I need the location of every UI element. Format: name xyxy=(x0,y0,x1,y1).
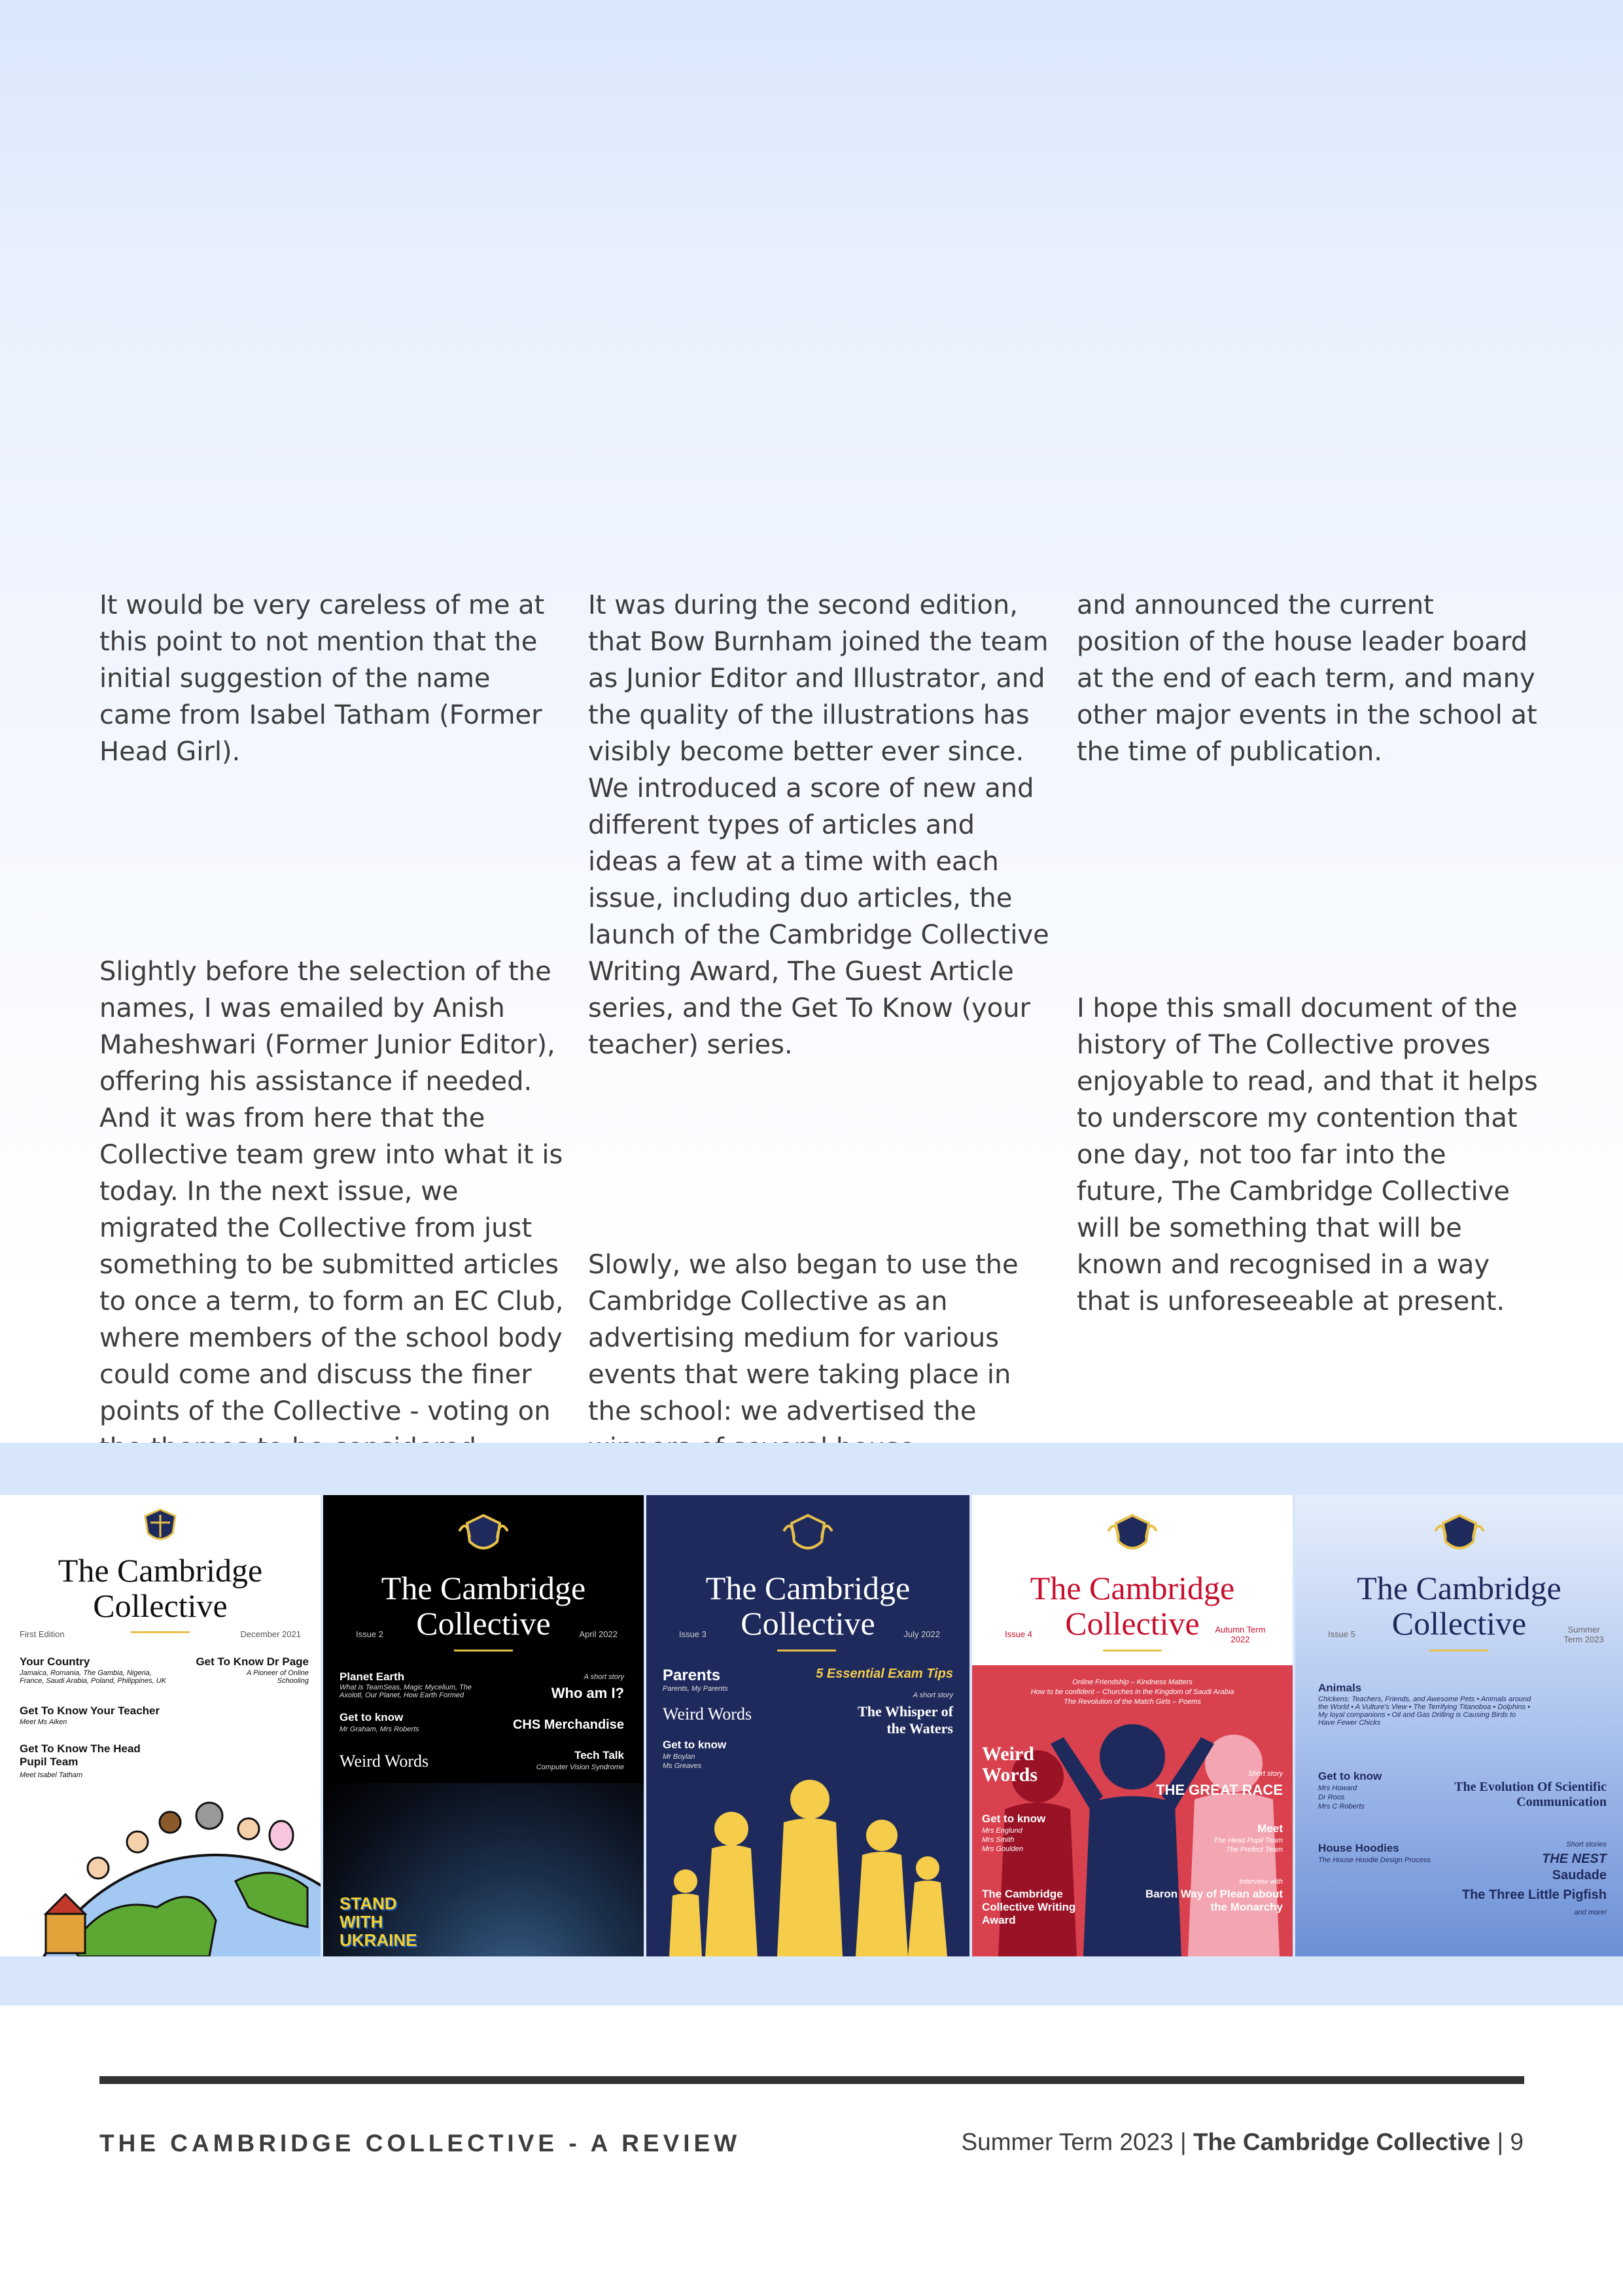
cover-item: Saudade xyxy=(1552,1868,1607,1882)
cover-sub: Dr Roos xyxy=(1318,1793,1345,1801)
paragraph: and announced the current position of the house leader board at the end of each term, and many other major events in the school at the time of publication. xyxy=(1077,590,1546,767)
text-column-3 xyxy=(1077,514,1546,1356)
cover-sub: Mrs Englund xyxy=(982,1827,1022,1835)
cover-sub: Parents, My Parents xyxy=(663,1685,728,1693)
cover-item: Get To Know The Head Pupil Team xyxy=(20,1742,141,1768)
cover-item: Your Country xyxy=(20,1655,90,1668)
cover-item: Get to know xyxy=(340,1711,404,1723)
cover-item: House Hoodies xyxy=(1318,1842,1399,1854)
cover-title: The Cambridge Collective xyxy=(58,1552,263,1624)
cover-date: Summer Term 2023 xyxy=(1563,1625,1604,1644)
cover-item: Planet Earth xyxy=(340,1670,405,1683)
cover-item: Get to know xyxy=(982,1812,1046,1825)
cover-item: Get to know xyxy=(663,1739,727,1751)
cover-item: Weird Words xyxy=(340,1752,429,1771)
cover-sub: A short story xyxy=(913,1691,953,1699)
cover-item: 5 Essential Exam Tips xyxy=(816,1667,953,1681)
paragraph: It was during the second edition, that Bow Burnham joined the team as Junior Editor and Illustrator, and the quality of the illustrations has visibly become better ever since. We introduced a score of new and different types of articles and ideas a few at a time with each issue, including duo articles, the launch of the Cambridge Collective Writing Award, The Guest Article series, and the Get To Know (your teacher) series. xyxy=(588,590,1058,1060)
cover-red-panel xyxy=(972,1665,1293,1956)
cover-sub: Ms Greaves xyxy=(663,1762,702,1770)
paragraph: Slowly, we also began to use the Cambridge Collective as an advertising medium for various events that were taking place in the school: we advertised the xyxy=(588,1250,1019,1426)
paragraph: Slightly before the selection of the names, I was emailed by Anish Maheshwari (Former Junior Editor), offering his assistance if needed. And it was from here that the Collective team grew into what it is today. In the next issue, we migrated the Collective from just something to be submitted articles to once a term, to form an EC Club, where members of the school body could come and discuss the finer points of the Collective - voting on xyxy=(99,957,564,1426)
cover-date: December 2021 xyxy=(240,1629,301,1639)
cover-sub: Meet Ms Aiken xyxy=(20,1718,67,1726)
cover-item: THE GREAT RACE xyxy=(1156,1782,1283,1798)
paragraph: It would be very careless of me at this point to not mention that the initial suggestion of the name came from Isabel Tatham (Former Head Girl). xyxy=(99,590,553,767)
cover-title: The Cambridge Collective xyxy=(1030,1570,1235,1642)
cover-item: The Evolution Of Scientific Communication xyxy=(1454,1780,1607,1809)
family-silhouette-illustration xyxy=(646,1770,969,1956)
cover-edition: Issue 4 xyxy=(1005,1629,1032,1639)
cover-sub: Mrs C Roberts xyxy=(1318,1803,1365,1810)
cover-issue-5 xyxy=(1295,1495,1623,1956)
cover-title: The Cambridge Collective xyxy=(705,1570,911,1642)
cover-sub: Mr Boylan xyxy=(663,1753,695,1761)
cover-item: Who am I? xyxy=(551,1685,624,1701)
cover-item: Weird Words xyxy=(663,1704,752,1723)
cover-item: Tech Talk xyxy=(574,1749,624,1761)
cover-sub: Online Friendship – Kindness Matters xyxy=(1072,1678,1193,1686)
cover-item: The Three Little Pigfish xyxy=(1461,1888,1607,1902)
crest-icon xyxy=(1430,1511,1489,1557)
cover-item: Get to know xyxy=(1318,1770,1382,1782)
cover-issue-2 xyxy=(323,1495,644,1956)
cover-item: Meet xyxy=(1257,1822,1283,1835)
cover-edition: Issue 5 xyxy=(1328,1629,1355,1639)
cover-date: July 2022 xyxy=(903,1629,940,1639)
crest-icon xyxy=(137,1507,183,1546)
cover-sub: How to be confident – Churches in the Kingdom of Saudi Arabia xyxy=(1030,1688,1234,1696)
paragraph: I hope this small document of the history of The Collective proves enjoyable to read, and that it helps to underscore my contention that one day, not too far into the future, The Cambridge Collective will be something that will be known and recognised in a way that is unforeseeable at present. xyxy=(1077,993,1546,1316)
earth-illustration xyxy=(0,1776,321,1956)
cover-sub: What is TeamSeas, Magic Mycelium, The Axolotl, Our Planet, How Earth Formed xyxy=(340,1684,472,1699)
covers-strip xyxy=(0,1495,1623,1956)
cover-sub: The Head Pupil Team xyxy=(1213,1837,1283,1845)
cover-sub: and more! xyxy=(1574,1909,1607,1916)
cover-title: The Cambridge Collective xyxy=(381,1570,586,1642)
footer-rule xyxy=(99,2076,1524,2084)
cover-item: Animals xyxy=(1318,1682,1362,1694)
cover-sub: A Pioneer of Online Schooling xyxy=(247,1669,309,1685)
cover-sub: Computer Vision Syndrome xyxy=(536,1763,624,1771)
cover-edition: Issue 3 xyxy=(679,1629,707,1639)
cover-first-edition xyxy=(0,1495,321,1956)
cover-issue-3 xyxy=(646,1495,969,1956)
cover-item: Get To Know Dr Page xyxy=(196,1655,309,1668)
cover-date: Autumn Term 2022 xyxy=(1215,1625,1266,1644)
cover-sub: The Prefect Team xyxy=(1225,1846,1283,1854)
cover-sub: Mrs Smith xyxy=(982,1836,1015,1844)
cover-sub: Jamaica, Romania, The Gambia, Nigeria, France, Saudi Arabia, Poland, Philippines, UK xyxy=(20,1669,166,1685)
crest-icon xyxy=(454,1511,513,1557)
cover-title: The Cambridge Collective xyxy=(1357,1570,1562,1642)
cover-sub: Meet Isabel Tatham xyxy=(20,1771,83,1779)
crest-icon xyxy=(1103,1511,1162,1557)
cover-item: Get To Know Your Teacher xyxy=(20,1704,160,1717)
cover-sub: Mr Graham, Mrs Roberts xyxy=(340,1725,419,1733)
cover-item: Baron Way of Plean about the Monarchy xyxy=(1145,1888,1283,1913)
cover-edition: First Edition xyxy=(20,1629,65,1639)
cover-sub: Mrs Goulden xyxy=(982,1845,1023,1853)
ukraine-badge: STAND WITH UKRAINE xyxy=(340,1894,417,1950)
cover-item: Parents xyxy=(663,1667,721,1684)
cover-edition: Issue 2 xyxy=(356,1629,383,1639)
cover-sub: The House Hoodie Design Process xyxy=(1318,1856,1431,1864)
cover-sub: Interview with xyxy=(1239,1878,1283,1886)
footer-page-info: Summer Term 2023 | The Cambridge Collective | 9 xyxy=(961,2128,1524,2155)
crest-icon xyxy=(778,1511,837,1557)
cover-item: CHS Merchandise xyxy=(512,1718,624,1732)
cover-item: THE NEST xyxy=(1542,1852,1607,1866)
cover-sub: The Revolution of the Match Girls – Poems xyxy=(1064,1698,1201,1706)
cover-item: The Cambridge Collective Writing Award xyxy=(982,1888,1076,1926)
text-column-1 xyxy=(99,514,564,1576)
cover-sub: A short story xyxy=(584,1673,624,1681)
cover-sub: Chickens: Teachers, Friends, and Awesome Pets • Animals around the World • A Vulture's View • The Terrifying Titanoboa • Dolphins • My loyal companions • Oil and Gas Drilling is Causing Birds to Have Fewer Chicks xyxy=(1318,1695,1531,1727)
cover-item: Weird Words xyxy=(982,1743,1038,1786)
cover-date: April 2022 xyxy=(579,1629,618,1639)
cover-sub: Short stories xyxy=(1566,1841,1607,1848)
cover-item: The Whisper of the Waters xyxy=(858,1703,953,1737)
footer-section-title: THE CAMBRIDGE COLLECTIVE - A REVIEW xyxy=(99,2130,741,2157)
cover-issue-4 xyxy=(972,1495,1293,1956)
cover-sub: Mrs Howard xyxy=(1318,1784,1357,1792)
cover-sub: Short story xyxy=(1248,1770,1283,1778)
